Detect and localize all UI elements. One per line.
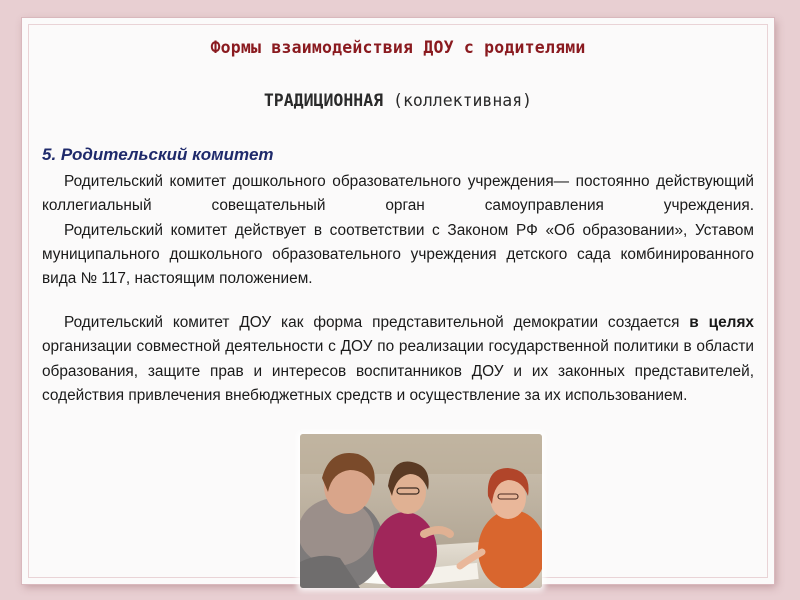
slide-body — [42, 143, 754, 408]
paragraph-definition: Родительский комитет дошкольного образовательного учреждения— постоянно действующий коллегиальный совещательный орган самоуправления учреждения. — [42, 173, 754, 215]
subtitle-main: ТРАДИЦИОННАЯ — [263, 91, 384, 110]
slide-card — [22, 18, 774, 584]
slide-subtitle — [22, 91, 774, 110]
paragraph-legal-basis: Родительский комитет действует в соответствии с Законом РФ «Об образовании», Уставом муниципального дошкольного образовательного учреждения детского сада комбинированного вида № 117, настоящим положением. — [42, 221, 754, 288]
purpose-emphasis: в целях — [689, 314, 754, 332]
meeting-photo — [300, 434, 542, 588]
paragraph-purpose — [42, 311, 754, 408]
section-title: Родительский комитет — [56, 145, 274, 164]
purpose-text-end: организации совместной деятельности с ДОУ по реализации государственной политики в области образования, защите прав и интересов воспитанников ДОУ и их законных представителей, содействия привлечения внебюджетных средств и осуществление за их использованием. — [42, 338, 754, 404]
paragraph-gap — [42, 291, 754, 311]
purpose-text-start: Родительский комитет ДОУ как форма представительной демократии создается — [64, 314, 690, 332]
section-heading — [42, 143, 754, 167]
slide-title: Формы взаимодействия ДОУ с родителями — [210, 38, 586, 57]
section-number: 5. — [42, 145, 57, 164]
meeting-photo-illustration — [300, 434, 542, 588]
subtitle-qualifier: (коллективная) — [383, 91, 533, 110]
